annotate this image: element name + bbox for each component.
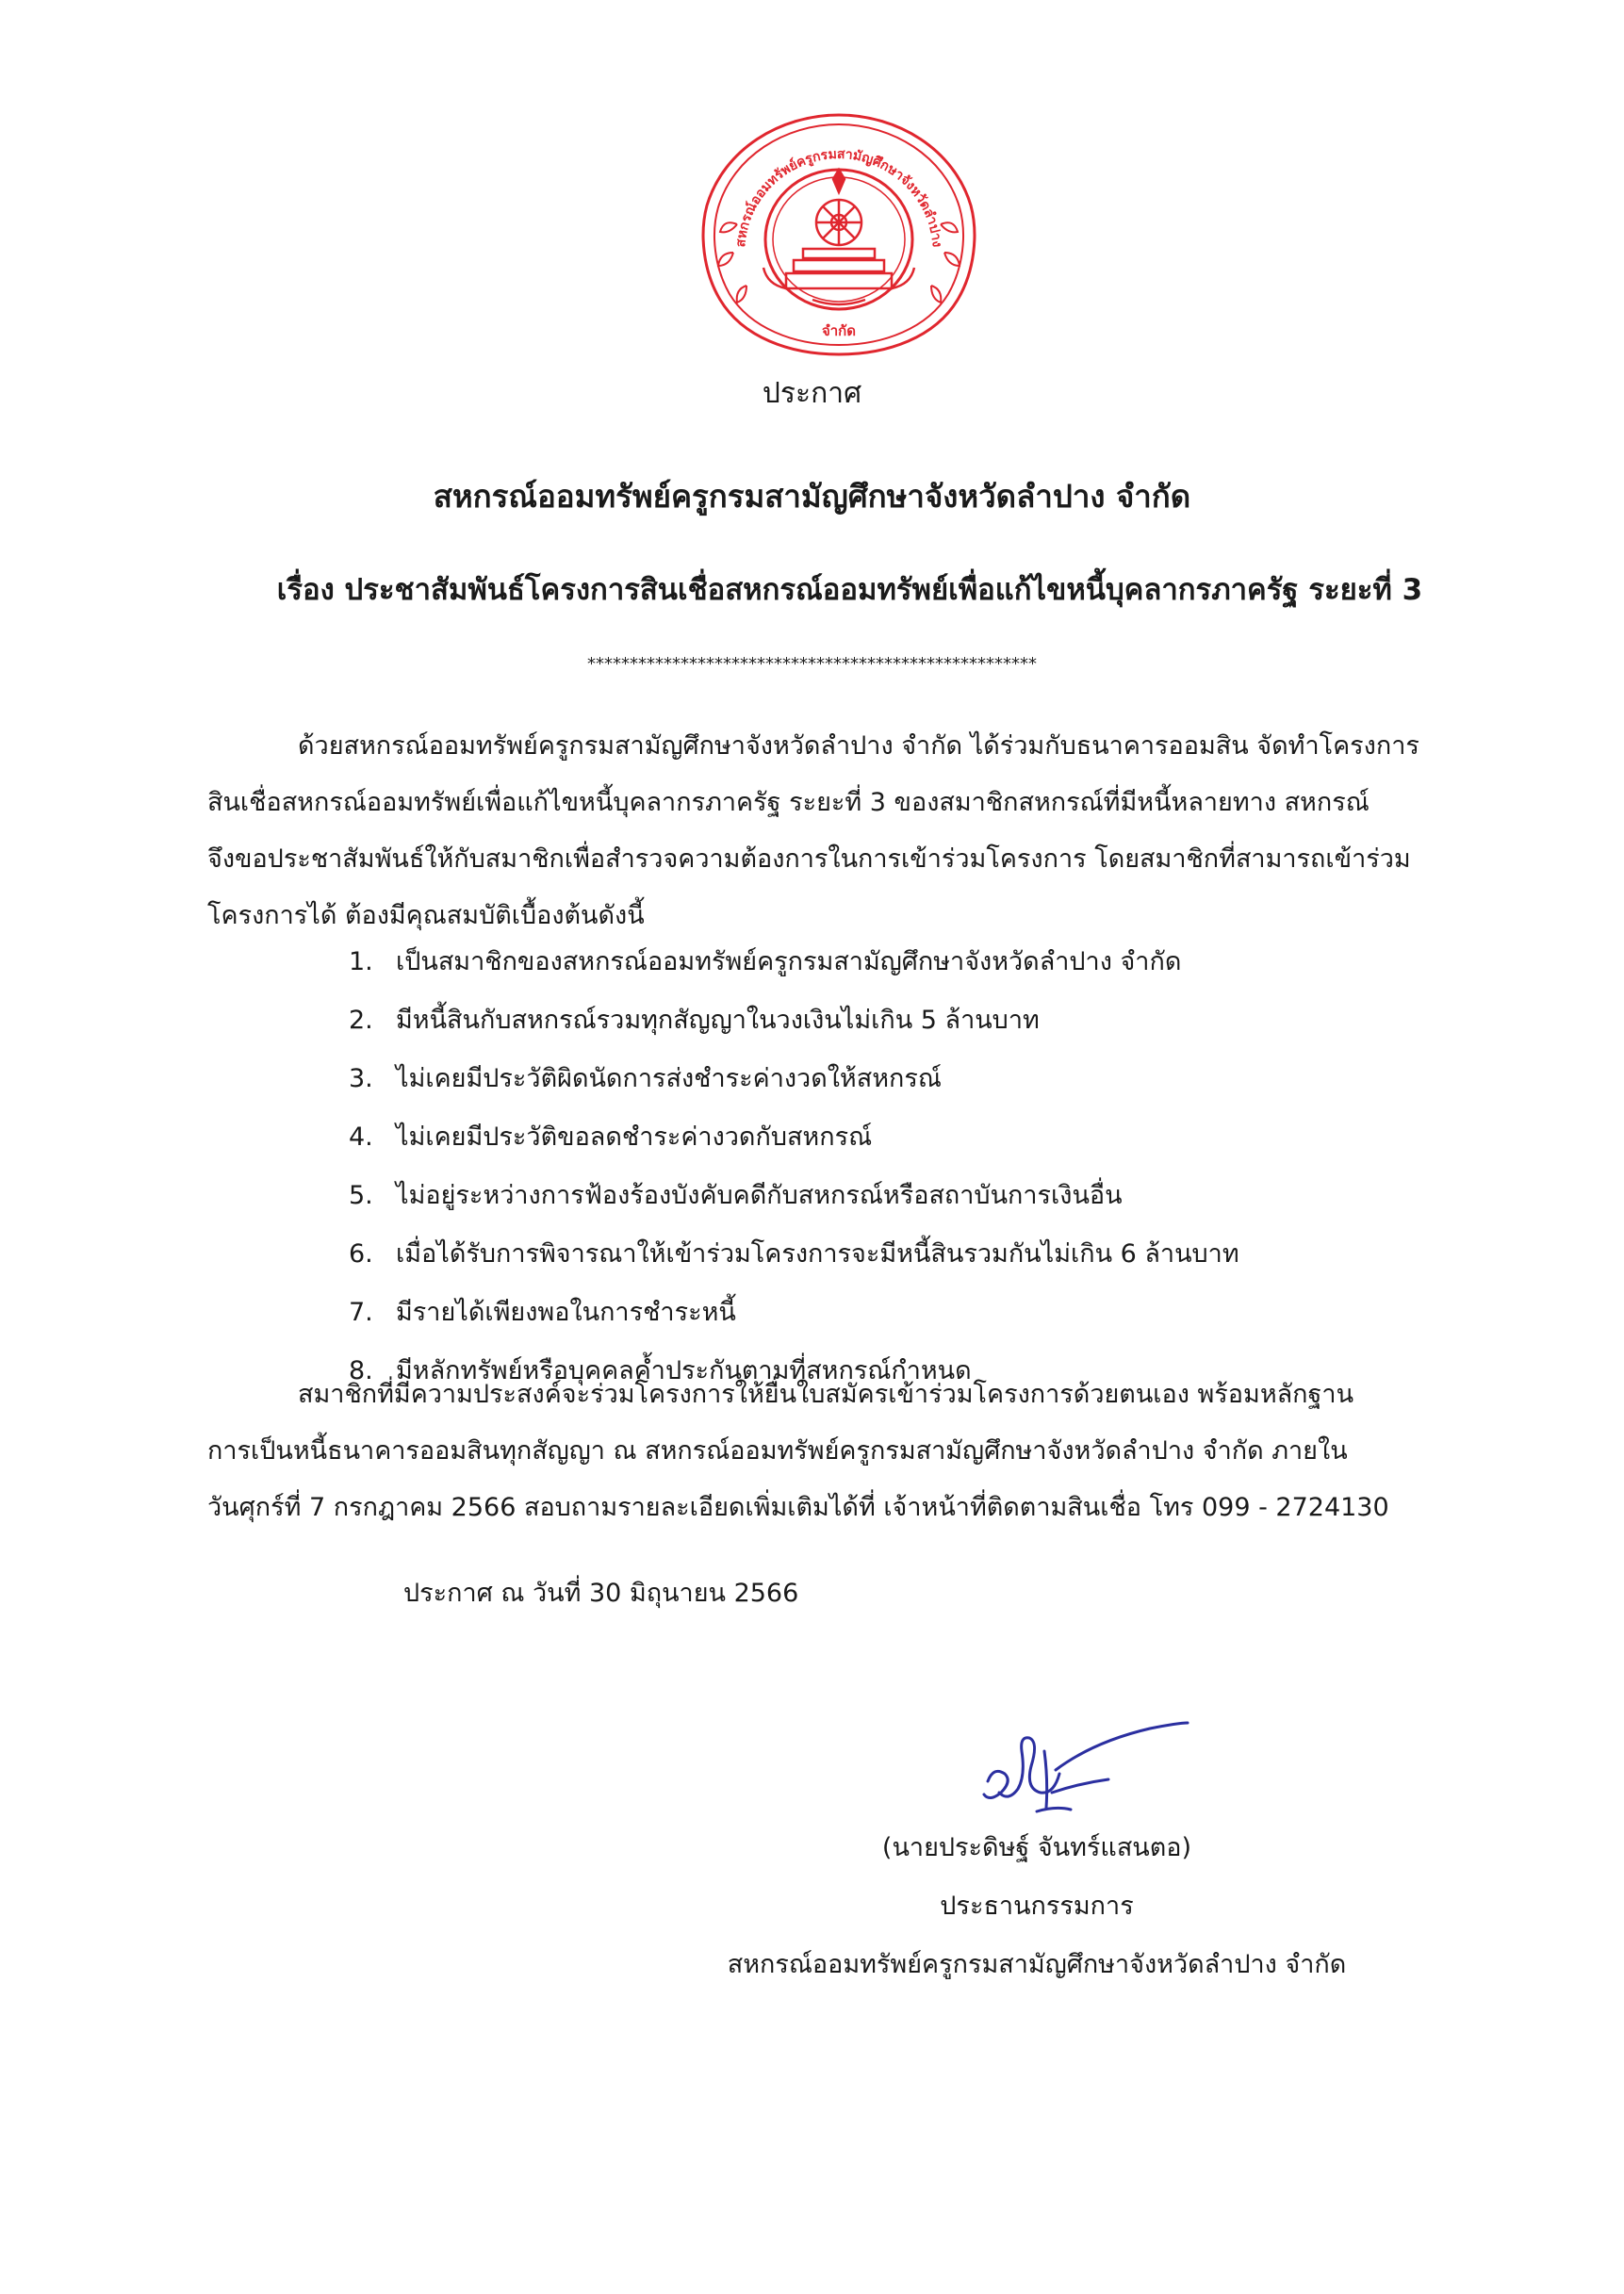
- qualification-item: [349, 1225, 1239, 1284]
- announcement-title: ประกาศ: [762, 377, 862, 410]
- item-number: 5.: [349, 1181, 373, 1210]
- item-text: ไม่เคยมีประวัติผิดนัดการส่งชำระค่างวดให้สหกรณ์: [396, 1064, 942, 1093]
- closing-paragraph: [207, 1367, 1527, 1536]
- qualification-item: [349, 1050, 1239, 1108]
- qualification-item: [349, 1167, 1239, 1225]
- cooperative-seal-logo: [699, 111, 978, 358]
- announcement-subject: เรื่อง ประชาสัมพันธ์โครงการสินเชื่อสหกรณ์ออมทรัพย์เพื่อแก้ไขหนี้บุคลากรภาครัฐ ระยะที่ 3: [276, 573, 1423, 607]
- intro-line: ด้วยสหกรณ์ออมทรัพย์ครูกรมสามัญศึกษาจังหวัดลำปาง จำกัด ได้ร่วมกับธนาคารออมสิน จัดทำโครงการ: [298, 731, 1419, 761]
- item-number: 6.: [349, 1239, 373, 1269]
- organization-heading: สหกรณ์ออมทรัพย์ครูกรมสามัญศึกษาจังหวัดลำปาง จำกัด: [433, 478, 1191, 515]
- item-number: 4.: [349, 1122, 373, 1152]
- qualification-item: [349, 991, 1239, 1050]
- item-text: ไม่อยู่ระหว่างการฟ้องร้องบังคับคดีกับสหกรณ์หรือสถาบันการเงินอื่น: [396, 1181, 1123, 1210]
- signatory-block: [660, 1827, 1414, 2015]
- signatory-position: ประธานกรรมการ: [940, 1892, 1134, 1921]
- qualification-item: [349, 1108, 1239, 1167]
- item-text: ไม่เคยมีประวัติขอลดชำระค่างวดกับสหกรณ์: [396, 1122, 873, 1152]
- item-number: 1.: [349, 947, 373, 976]
- closing-line: วันศุกร์ที่ 7 กรกฎาคม 2566 สอบถามรายละเอียดเพิ่มเติมได้ที่ เจ้าหน้าที่ติดตามสินเชื่อ โทร 099 - 2724130: [207, 1493, 1389, 1522]
- seal-ring-text: สหกรณ์ออมทรัพย์ครูกรมสามัญศึกษาจังหวัดลำปาง: [733, 146, 944, 249]
- item-number: 7.: [349, 1298, 373, 1327]
- qualification-item: [349, 933, 1239, 991]
- intro-line: จึงขอประชาสัมพันธ์ให้กับสมาชิกเพื่อสำรวจความต้องการในการเข้าร่วมโครงการ โดยสมาชิกที่สามารถเข้าร่วม: [207, 844, 1411, 874]
- item-number: 2.: [349, 1006, 373, 1035]
- closing-line: การเป็นหนี้ธนาคารออมสินทุกสัญญา ณ สหกรณ์ออมทรัพย์ครูกรมสามัญศึกษาจังหวัดลำปาง จำกัด ภายใน: [207, 1436, 1348, 1466]
- signatory-organization: สหกรณ์ออมทรัพย์ครูกรมสามัญศึกษาจังหวัดลำปาง จำกัด: [727, 1950, 1347, 1979]
- closing-line: สมาชิกที่มีความประสงค์จะร่วมโครงการให้ยื่นใบสมัครเข้าร่วมโครงการด้วยตนเอง พร้อมหลักฐาน: [298, 1380, 1354, 1409]
- item-text: มีหนี้สินกับสหกรณ์รวมทุกสัญญาในวงเงินไม่เกิน 5 ล้านบาท: [396, 1006, 1040, 1035]
- item-text: เป็นสมาชิกของสหกรณ์ออมทรัพย์ครูกรมสามัญศึกษาจังหวัดลำปาง จำกัด: [396, 947, 1182, 976]
- intro-line: สินเชื่อสหกรณ์ออมทรัพย์เพื่อแก้ไขหนี้บุคลากรภาครัฐ ระยะที่ 3 ของสมาชิกสหกรณ์ที่มีหนี้หลายทาง สหกรณ์: [207, 788, 1370, 817]
- qualification-item: [349, 1284, 1239, 1342]
- signatory-name: (นายประดิษฐ์ จันทร์แสนตอ): [881, 1833, 1192, 1862]
- qualifications-list: [349, 933, 1239, 1401]
- item-number: 3.: [349, 1064, 373, 1093]
- intro-paragraph: [207, 718, 1527, 944]
- item-number: 8.: [349, 1356, 373, 1385]
- announcement-dateline: ประกาศ ณ วันที่ 30 มิถุนายน 2566: [403, 1579, 799, 1608]
- separator-line: *****************************************************: [587, 654, 1037, 674]
- item-text: มีรายได้เพียงพอในการชำระหนี้: [396, 1298, 736, 1327]
- item-text: มีหลักทรัพย์หรือบุคคลค้ำประกันตามที่สหกรณ์กำหนด: [396, 1356, 972, 1385]
- intro-line: โครงการได้ ต้องมีคุณสมบัติเบื้องต้นดังนี้: [207, 901, 645, 930]
- handwritten-signature: [971, 1713, 1197, 1836]
- item-text: เมื่อได้รับการพิจารณาให้เข้าร่วมโครงการจะมีหนี้สินรวมกันไม่เกิน 6 ล้านบาท: [396, 1239, 1239, 1269]
- seal-bottom-text: จำกัด: [821, 322, 857, 339]
